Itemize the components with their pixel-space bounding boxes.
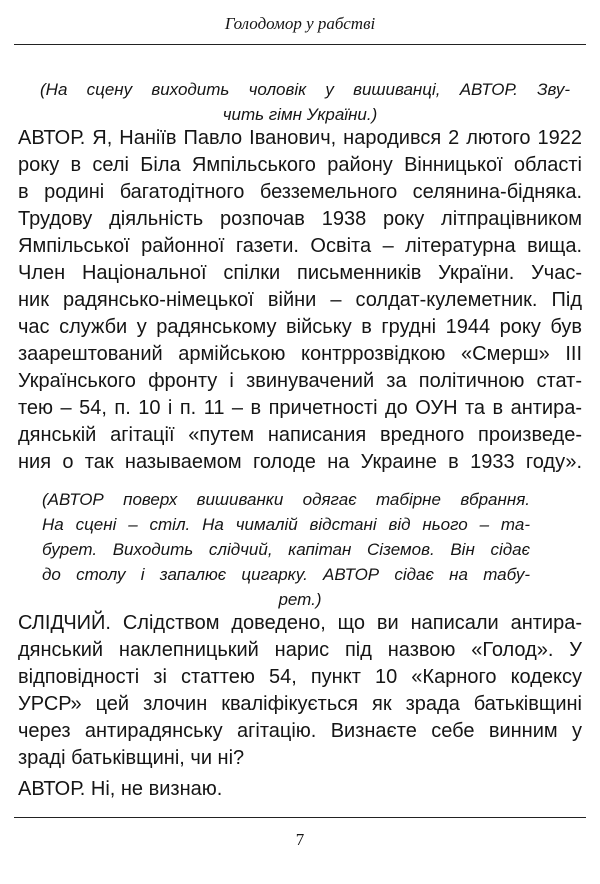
text-line: ник радянсько-німецької війни – солдат-кулеметник. Під [18, 289, 582, 311]
page-number: 7 [295, 830, 305, 849]
text-line: відповідності зі статтею 54, пункт 10 «Карного кодексу [18, 666, 582, 688]
text-line: заарештований армійською контррозвідкою «Смерш» III [18, 343, 582, 365]
footer-rule [14, 817, 586, 818]
text-line: час служби у радянському війську в грудні 1944 року був [18, 316, 582, 338]
header-rule [14, 44, 586, 45]
text-line: ния о так называемом голоде на Украине в 1933 году». [18, 451, 582, 473]
text-line: (На сцену виходить чоловік у вишиванці, АВТОР. Зву- [40, 80, 570, 99]
text-line: Ямпільської районної газети. Освіта – літературна вища. [18, 235, 582, 257]
text-line: АВТОР. Я, Наніїв Павло Іванович, народився 2 лютого 1922 [18, 127, 582, 149]
text-line: через антирадянську агітацію. Визнаєте себе винним у [18, 720, 582, 742]
text-line: (АВТОР поверх вишиванки одягає табірне вбрання. [42, 490, 530, 509]
text-line: СЛІДЧИЙ. Слідством доведено, що ви написали антира- [18, 612, 582, 634]
text-line: дянській агітації «путем написания вредного произведе- [18, 424, 582, 446]
text-line: На сцені – стіл. На чималій відстані від нього – та- [42, 515, 530, 534]
text-line: бурет. Виходить слідчий, капітан Сіземов. Він сідає [42, 540, 530, 559]
text-line: до столу і запалює цигарку. АВТОР сідає на табу- [42, 565, 530, 584]
text-line: зраді батьківщині, чи ні? [18, 747, 245, 769]
text-line: рет.) [278, 590, 322, 609]
text-line: чить гімн України.) [222, 105, 378, 124]
text-line: Трудову діяльність розпочав 1938 року літпрацівником [18, 208, 582, 230]
text-line: тею – 54, п. 10 і п. 11 – в причетності до ОУН та в антира- [18, 397, 582, 419]
text-line: УРСР» цей злочин кваліфікується як зрада батьківщині [18, 693, 582, 715]
text-line: року в селі Біла Ямпільського району Вінницької області [18, 154, 582, 176]
text-line: Член Національної спілки письменників України. Учас- [18, 262, 582, 284]
text-line: в родині багатодітного безземельного селянина-бідняка. [18, 181, 582, 203]
running-header: Голодомор у рабстві [224, 14, 376, 33]
text-line: дянський наклепницький нарис під назвою «Голод». У [18, 639, 582, 661]
author-reply: АВТОР. Ні, не визнаю. [18, 778, 223, 800]
text-line: Українського фронту і звинувачений за політичною стат- [18, 370, 582, 392]
